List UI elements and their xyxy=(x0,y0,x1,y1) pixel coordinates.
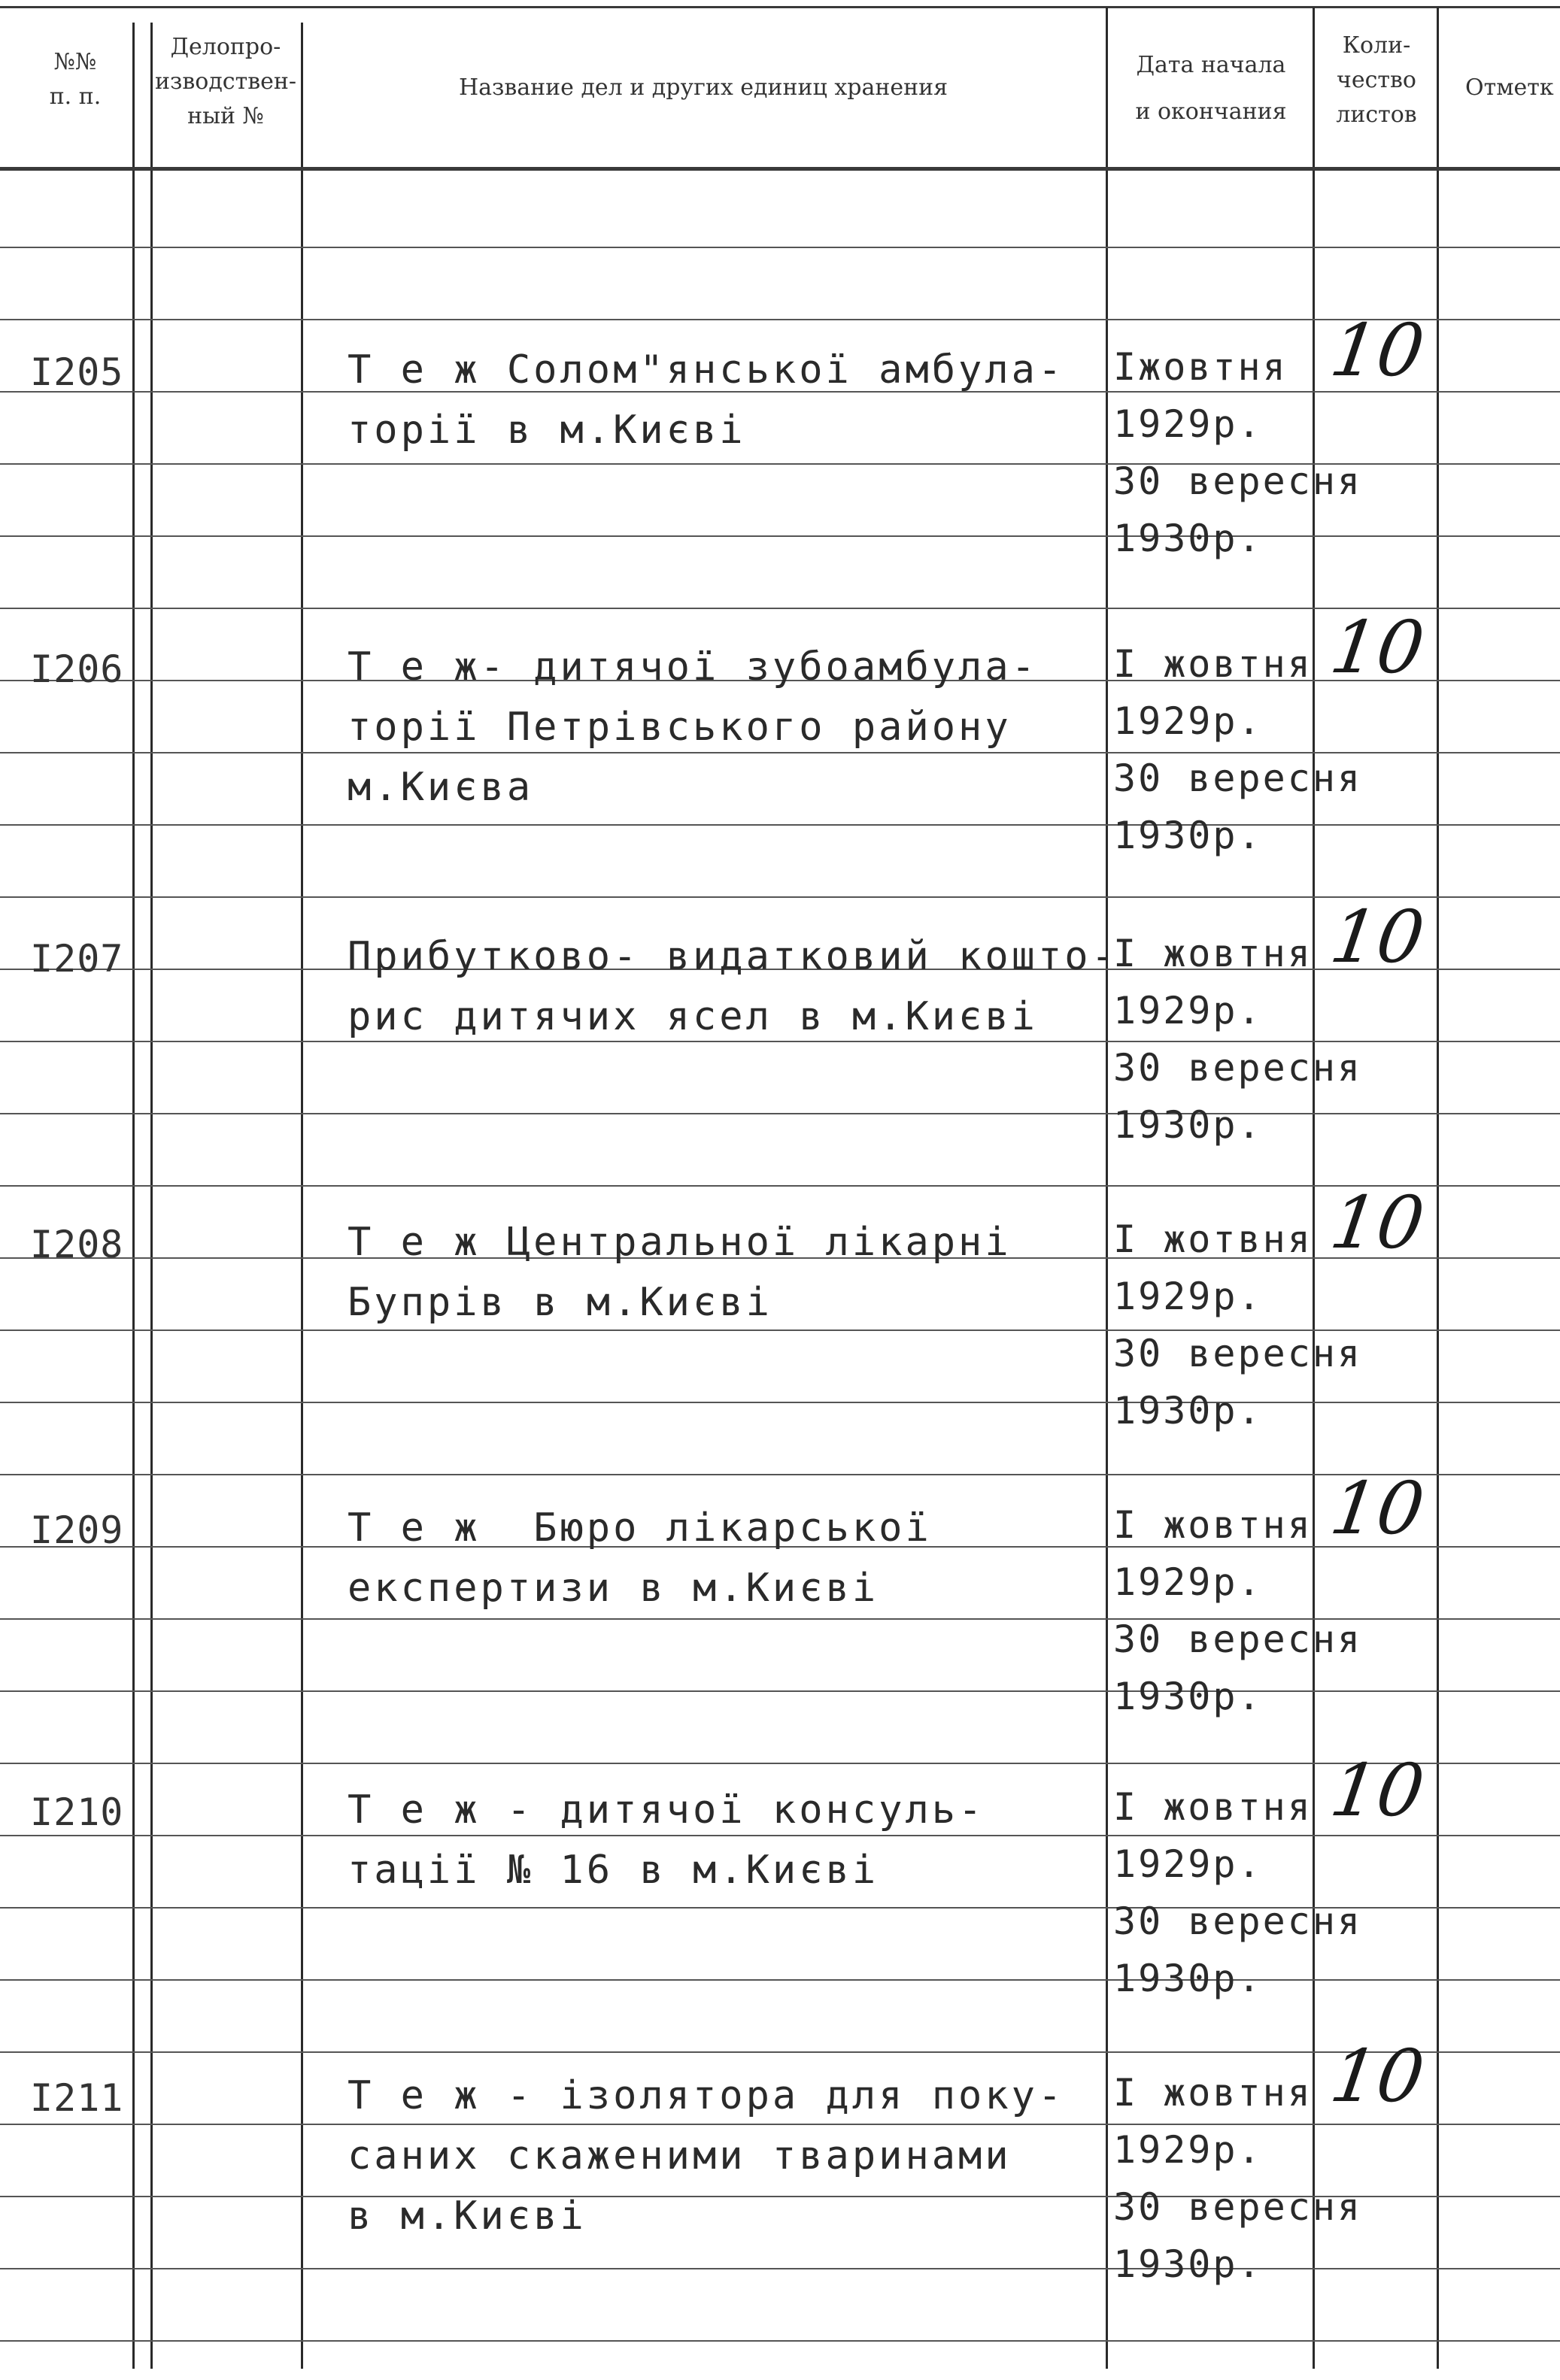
header-title: Название дел и других единиц хранения xyxy=(458,74,948,101)
rule-line xyxy=(0,2051,1560,2053)
date-line: 1929р. xyxy=(1113,1842,1263,1886)
entry-dates xyxy=(1113,1211,1362,1439)
entry-title-line: Бупрів в м.Києві xyxy=(348,1280,772,1325)
date-line: І жовтня xyxy=(1113,932,1313,975)
date-line: 1929р. xyxy=(1113,402,1263,446)
row-number: I206 xyxy=(30,647,124,691)
rule-line xyxy=(0,2340,1560,2342)
entry-dates xyxy=(1113,1778,1362,2007)
top-border xyxy=(0,6,1560,8)
entry-title-line: Т е ж Центральної лікарні xyxy=(348,1220,1012,1265)
rule-line xyxy=(0,319,1560,320)
row-number: I207 xyxy=(30,937,124,981)
header-bottom-border xyxy=(0,167,1560,171)
entry-title-line: експертизи в м.Києві xyxy=(348,1566,879,1611)
entry-title-line: Прибутково- видатковий кошто- xyxy=(348,934,1118,979)
date-line: 30 вересня xyxy=(1113,1332,1363,1375)
sheet-count: 10 xyxy=(1325,1181,1430,1265)
sheet-count: 10 xyxy=(1325,2034,1430,2118)
rule-line xyxy=(0,608,1560,609)
col-rule-2 xyxy=(150,23,153,2369)
date-line: 1929р. xyxy=(1113,699,1263,743)
entry-title-line: в м.Києві xyxy=(348,2194,587,2239)
date-line: І жовтня xyxy=(1113,2071,1313,2115)
sheet-count: 10 xyxy=(1325,895,1430,979)
entry-dates xyxy=(1113,2064,1362,2293)
date-line: 1930р. xyxy=(1113,1103,1263,1147)
date-line: 30 вересня xyxy=(1113,459,1363,503)
entry-dates xyxy=(1113,635,1362,864)
date-line: 1929р. xyxy=(1113,989,1263,1032)
row-number: I210 xyxy=(30,1790,124,1834)
date-line: 1930р. xyxy=(1113,1675,1263,1718)
header-notes: Отметк xyxy=(1465,74,1554,101)
rule-line xyxy=(0,1185,1560,1187)
rule-line xyxy=(0,247,1560,248)
date-line: І жовтня xyxy=(1113,1785,1313,1829)
date-line: 1930р. xyxy=(1113,1389,1263,1433)
entry-title-line: Т е ж - дитячої консуль- xyxy=(348,1787,985,1833)
date-line: 1930р. xyxy=(1113,2242,1263,2286)
entry-dates xyxy=(1113,925,1362,1154)
sheet-count: 10 xyxy=(1325,308,1430,393)
col-rule-1 xyxy=(132,23,135,2369)
entry-title-line: Т е ж Бюро лікарської xyxy=(348,1505,932,1551)
header-office-no: Делопро- изводствен- ный № xyxy=(155,34,296,129)
row-number: I209 xyxy=(30,1508,124,1552)
date-line: 30 вересня xyxy=(1113,2185,1363,2229)
col-rule-6 xyxy=(1437,8,1439,2369)
date-line: 1929р. xyxy=(1113,1275,1263,1318)
date-line: 1930р. xyxy=(1113,814,1263,857)
sheet-count: 10 xyxy=(1325,1748,1430,1833)
row-number: I205 xyxy=(30,350,124,394)
date-line: 30 вересня xyxy=(1113,756,1363,800)
rule-line xyxy=(0,896,1560,898)
date-line: 1929р. xyxy=(1113,2128,1263,2172)
entry-title-line: торії Петрівського району xyxy=(348,705,1012,750)
header-sheets: Коли- чество листов xyxy=(1336,32,1417,128)
date-line: 30 вересня xyxy=(1113,1899,1363,1943)
sheet-count: 10 xyxy=(1325,605,1430,690)
entry-dates xyxy=(1113,338,1362,567)
entry-dates xyxy=(1113,1496,1362,1725)
date-line: 1929р. xyxy=(1113,1560,1263,1604)
entry-title-line: рис дитячих ясел в м.Києві xyxy=(348,994,1038,1039)
rule-line xyxy=(0,1763,1560,1764)
header-dates: Дата начала и окончания xyxy=(1135,52,1287,125)
date-line: 1930р. xyxy=(1113,1957,1263,2000)
rule-line xyxy=(0,1474,1560,1475)
header-num: №№ п. п. xyxy=(49,49,102,110)
date-line: І жотвня xyxy=(1113,1217,1313,1261)
col-rule-4 xyxy=(1106,8,1108,2369)
entry-title-line: Т е ж - ізолятора для поку- xyxy=(348,2073,1065,2118)
sheet-count: 10 xyxy=(1325,1466,1430,1551)
date-line: 30 вересня xyxy=(1113,1617,1363,1661)
date-line: Іжовтня xyxy=(1113,345,1288,389)
col-rule-3 xyxy=(301,23,303,2369)
entry-title-line: Т е ж Солом"янської амбула- xyxy=(348,347,1065,393)
row-number: I211 xyxy=(30,2076,124,2120)
date-line: 1930р. xyxy=(1113,517,1263,560)
entry-title-line: торії в м.Києві xyxy=(348,408,746,453)
entry-title-line: Т е ж- дитячої зубоамбула- xyxy=(348,644,1038,690)
entry-title-line: м.Києва xyxy=(348,765,534,810)
date-line: І жовтня xyxy=(1113,1503,1313,1547)
date-line: І жовтня xyxy=(1113,642,1313,686)
date-line: 30 вересня xyxy=(1113,1046,1363,1090)
entry-title-line: саних скаженими тваринами xyxy=(348,2133,1012,2178)
row-number: I208 xyxy=(30,1223,124,1266)
entry-title-line: тації № 16 в м.Києві xyxy=(348,1848,879,1893)
